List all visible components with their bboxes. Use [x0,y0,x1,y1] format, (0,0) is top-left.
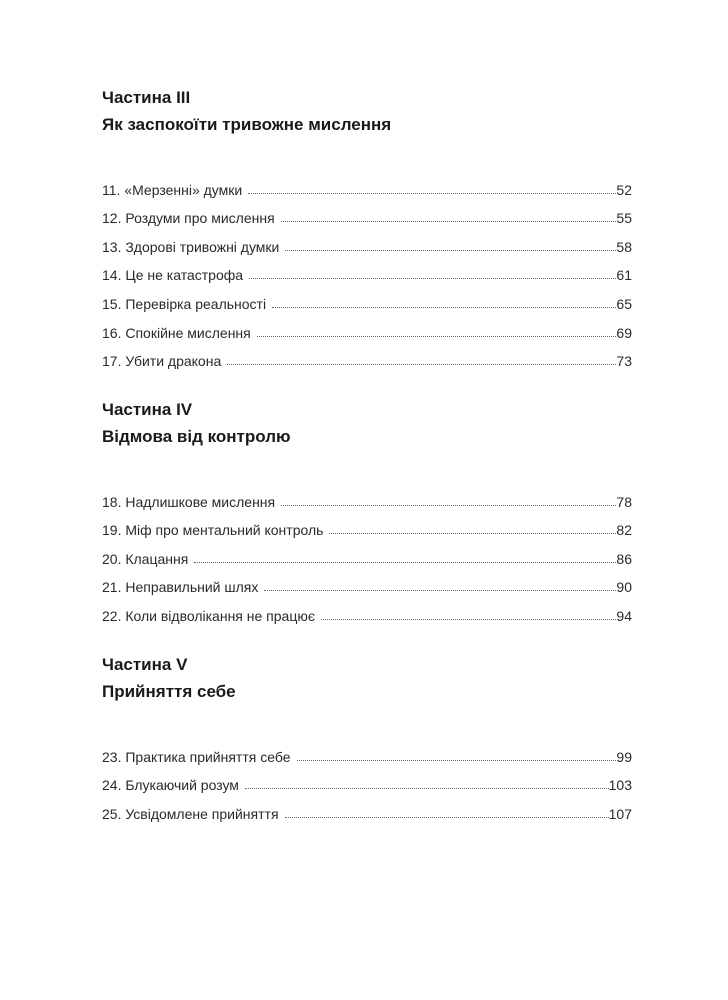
toc-entry-title: 19. Міф про ментальний контроль [102,522,324,539]
part-section [102,653,632,822]
toc-entry[interactable] [102,567,632,596]
toc-entry[interactable] [102,510,632,539]
toc-entry-title: 12. Роздуми про мислення [102,210,275,227]
toc-entry-page: 52 [616,181,632,198]
toc-entry-title: 15. Перевірка реальності [102,295,267,312]
dot-leader [285,250,616,251]
toc-list [102,736,632,822]
toc-entry[interactable] [102,538,632,567]
toc-entry-page: 73 [616,353,632,370]
dot-leader [245,788,609,789]
toc-entry[interactable] [102,312,632,341]
part-section [102,86,632,369]
dot-leader [249,278,616,279]
part-section [102,398,632,624]
part-title: Відмова від контролю [102,427,291,446]
toc-entry[interactable] [102,793,632,822]
dot-leader [321,619,616,620]
toc-entry-title: 20. Клацання [102,550,189,567]
toc-entry-page: 65 [616,295,632,312]
toc-entry-title: 16. Спокійне мислення [102,324,251,341]
part-label: Частина III [102,88,191,107]
toc-entry-page: 78 [616,493,632,510]
dot-leader [329,533,616,534]
dot-leader [272,307,616,308]
toc-entry-page: 61 [616,267,632,284]
dot-leader [248,193,616,194]
toc-entry[interactable] [102,595,632,624]
toc-entry-title: 18. Надлишкове мислення [102,493,276,510]
toc-entry[interactable] [102,481,632,510]
toc-entry-title: 25. Усвідомлене прийняття [102,805,279,822]
dot-leader [194,562,616,563]
toc-entry-title: 24. Блукаючий розум [102,777,239,794]
toc-entry[interactable] [102,765,632,794]
toc-entry[interactable] [102,283,632,312]
dot-leader [257,336,617,337]
toc-entry-title: 21. Неправильний шлях [102,579,259,596]
toc-entry[interactable] [102,226,632,255]
toc-entry-title: 13. Здорові тривожні думки [102,238,280,255]
toc-list [102,169,632,369]
toc-entry-title: 11. «Мерзенні» думки [102,181,243,198]
dot-leader [281,505,616,506]
toc-entry-page: 103 [608,777,632,794]
toc-list [102,481,632,624]
dot-leader [281,221,617,222]
toc-entry-page: 69 [616,324,632,341]
toc-entry-title: 23. Практика прийняття себе [102,748,291,765]
toc-entry[interactable] [102,255,632,284]
toc-entry-title: 22. Коли відволікання не працює [102,607,315,624]
dot-leader [297,760,617,761]
dot-leader [285,817,609,818]
dot-leader [227,364,616,365]
toc-entry-page: 58 [616,238,632,255]
toc-entry[interactable] [102,198,632,227]
toc-entry-page: 82 [616,522,632,539]
part-label: Частина V [102,655,188,674]
toc-entry-page: 55 [616,210,632,227]
toc-entry[interactable] [102,169,632,198]
toc-entry-page: 90 [616,579,632,596]
toc-entry[interactable] [102,341,632,370]
part-title: Прийняття себе [102,682,236,701]
toc-entry[interactable] [102,736,632,765]
toc-entry-page: 86 [616,550,632,567]
toc-entry-title: 17. Убити дракона [102,353,222,370]
toc-entry-title: 14. Це не катастрофа [102,267,244,284]
part-title: Як заспокоїти тривожне мислення [102,115,392,134]
toc-entry-page: 94 [616,607,632,624]
dot-leader [264,590,616,591]
toc-entry-page: 107 [608,805,632,822]
toc-entry-page: 99 [616,748,632,765]
part-label: Частина IV [102,400,193,419]
